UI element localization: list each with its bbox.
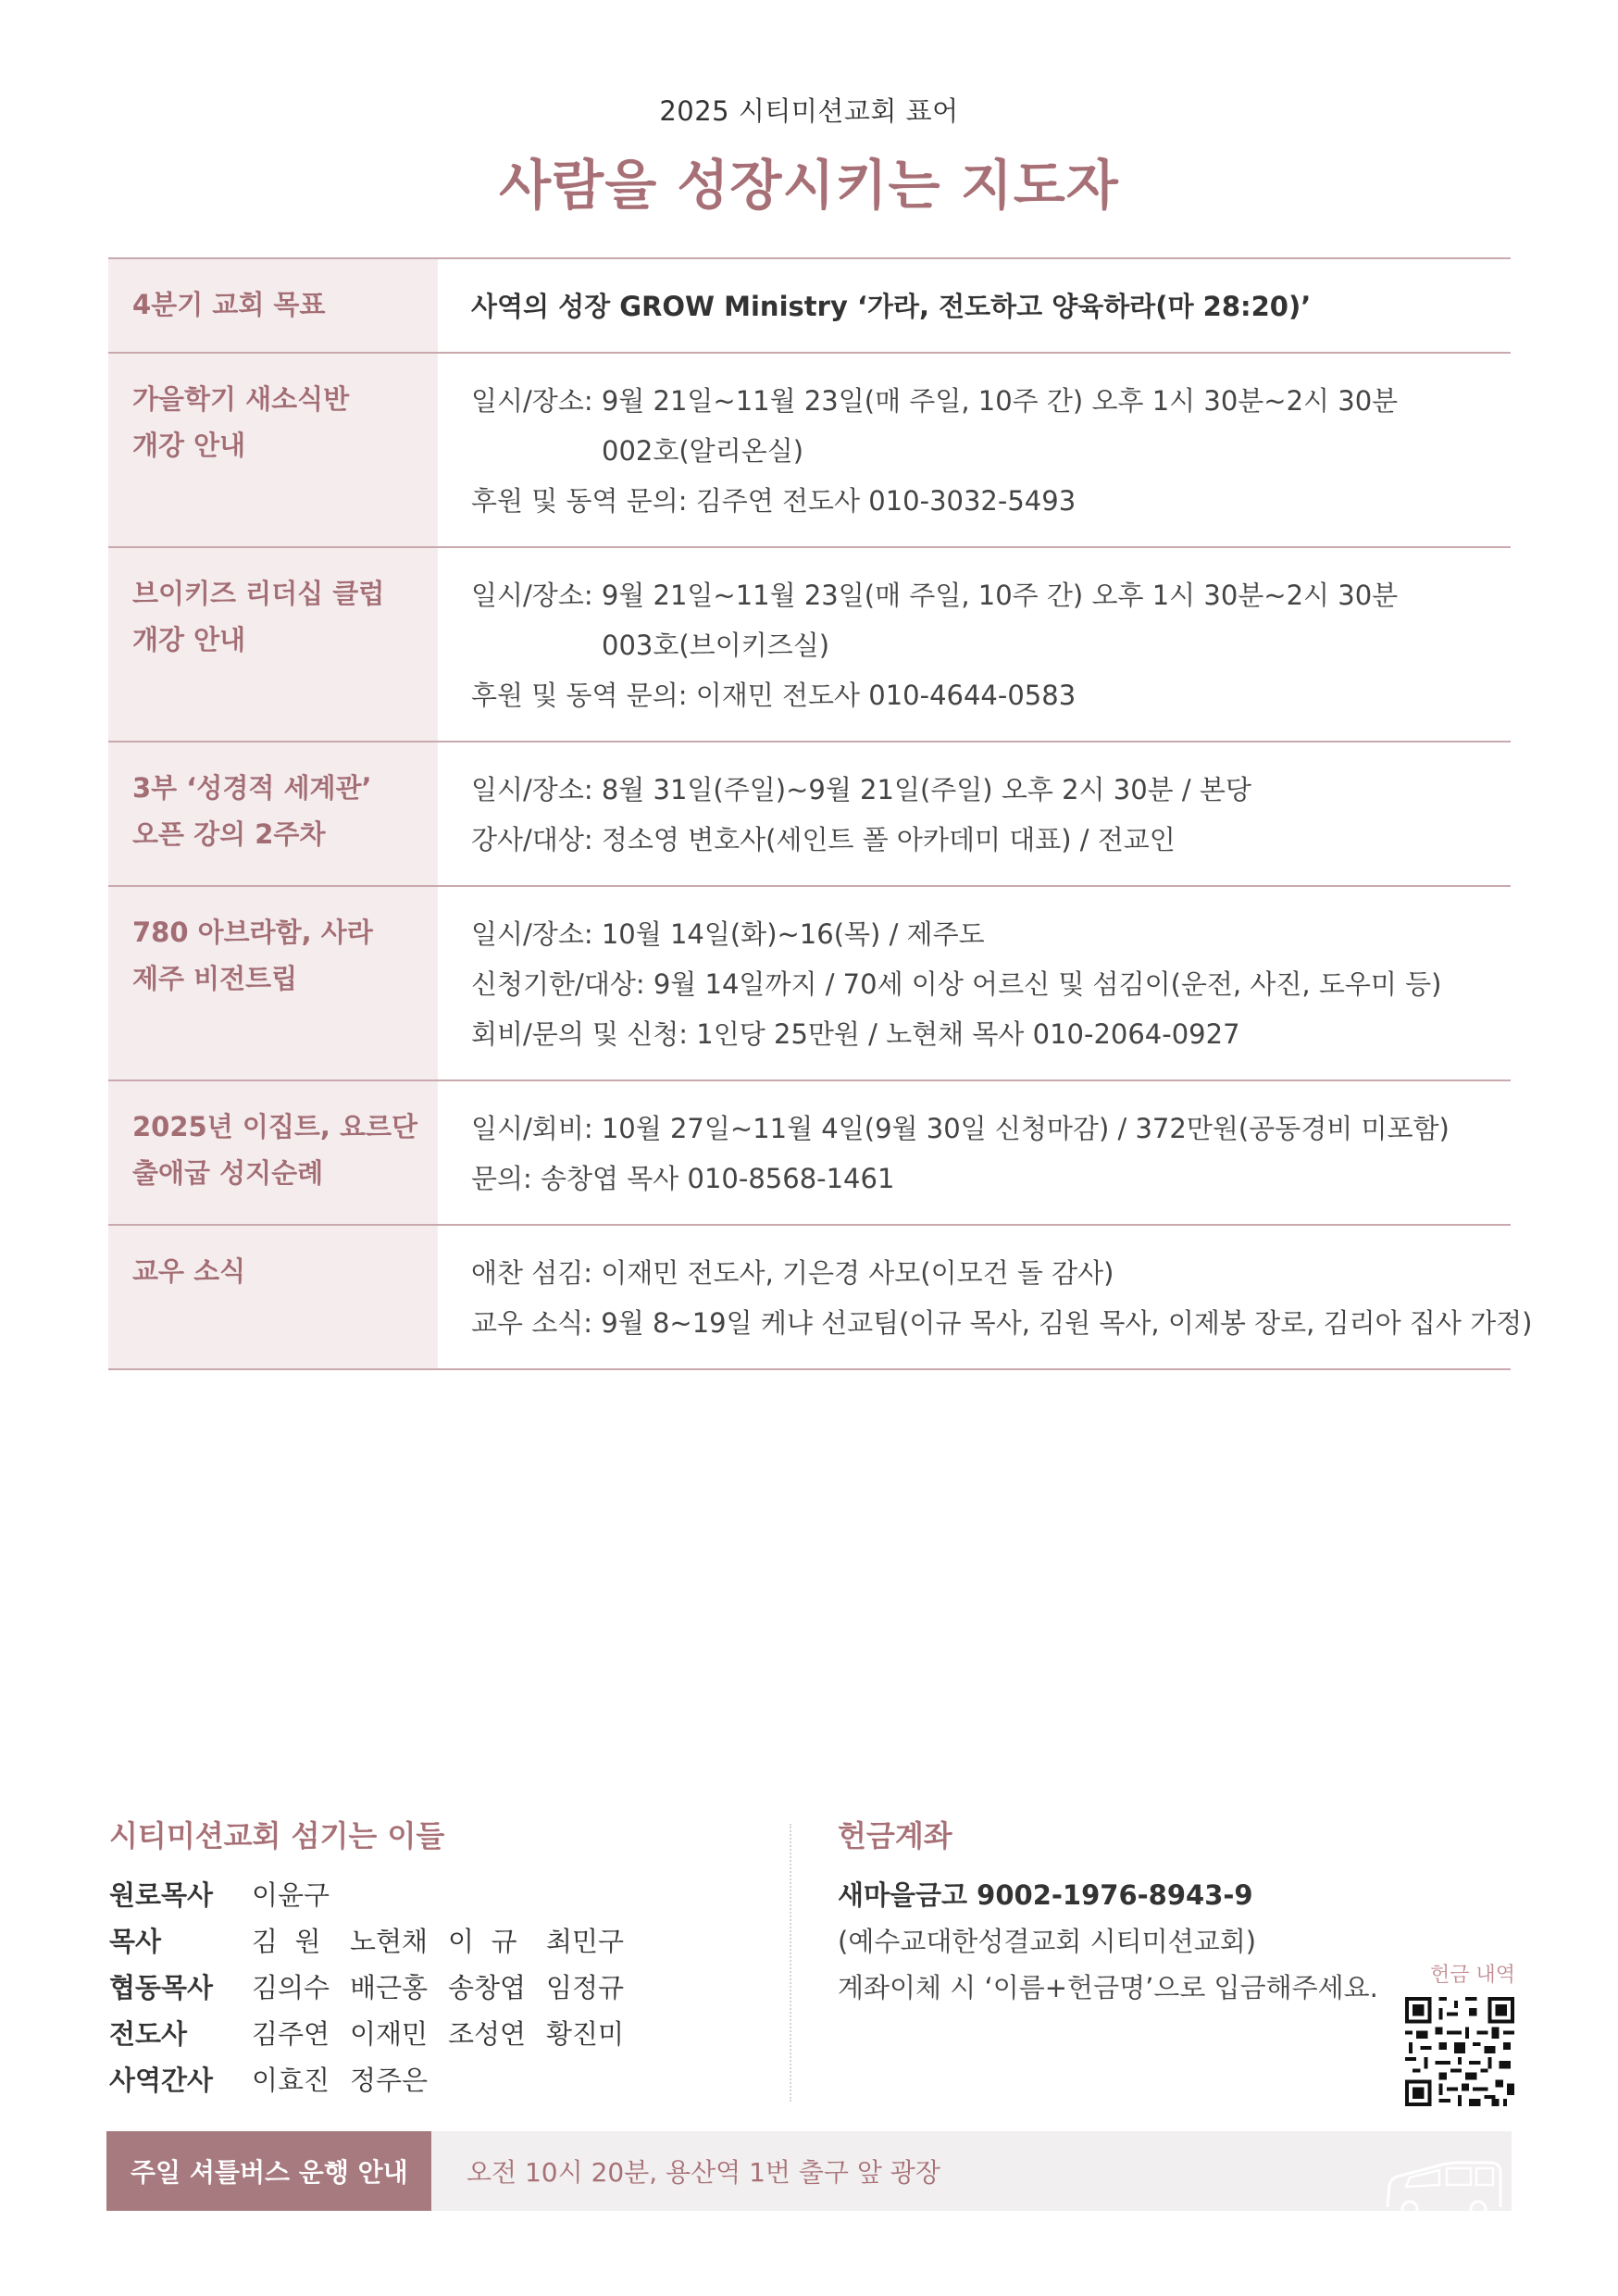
notice-row [108,548,1511,742]
staff-name: 임정규 [546,1972,625,2003]
notice-detail-line: 일시/장소: 9월 21일~11월 23일(매 주일, 10주 간) 오후 1시 30분~2시 30분 [471,385,1399,417]
notice-detail-line: 교우 소식: 9월 8~19일 케냐 선교팀(이규 목사, 김원 목사, 이제봉 장로, 김리아 집사 가정) [471,1307,1533,1339]
staff-names [252,1918,644,1965]
staff-role: 협동목사 [109,1972,214,2003]
staff-name: 김의수 [252,1972,330,2003]
notice-details [438,887,1511,1079]
transfer-note: 계좌이체 시 ‘이름+헌금명’으로 입금해주세요. [838,1972,1378,2003]
staff-list [109,1872,794,2103]
notice-title [108,548,438,741]
notice-detail-line: 후원 및 동역 문의: 김주연 전도사 010-3032-5493 [471,485,1077,517]
staff-role: 원로목사 [109,1879,214,1911]
notice-detail-line: 일시/회비: 10월 27일~11월 4일(9월 30일 신청마감) / 372만원(공동경비 미포함) [471,1113,1450,1144]
notice-title-line: 개강 안내 [132,624,246,655]
staff-names [252,1965,644,2011]
staff-section [109,1813,794,2103]
staff-role: 전도사 [109,2018,188,2050]
staff-name: 김 원 [252,1926,321,1957]
staff-names [252,1872,350,1918]
notice-title-line: 출애굽 성지순례 [132,1157,324,1189]
staff-title: 시티미션교회 섬기는 이들 [109,1818,445,1853]
notice-row [108,1081,1511,1226]
page-header [0,91,1618,219]
notice-title-line: 개강 안내 [132,430,246,461]
shuttle-info: 오전 10시 20분, 용산역 1번 출구 앞 광장 [467,2157,940,2188]
notice-title-line: 교우 소식 [132,1255,246,1287]
van-icon [1382,2157,1504,2215]
qr-code-icon[interactable] [1405,1997,1514,2106]
notice-detail-line: 일시/장소: 10월 14일(화)~16(목) / 제주도 [471,918,985,950]
staff-name: 정주은 [350,2065,429,2096]
staff-names [252,2011,644,2057]
staff-row [109,1965,794,2011]
notice-title [108,1081,438,1224]
staff-role: 목사 [109,1926,162,1957]
notice-detail-line: 후원 및 동역 문의: 이재민 전도사 010-4644-0583 [471,680,1077,711]
staff-row [109,2057,794,2103]
notice-detail-line: 애찬 섬김: 이재민 전도사, 기은경 사모(이모건 돌 감사) [471,1257,1114,1289]
staff-name: 이재민 [350,2018,429,2050]
notice-row [108,354,1511,548]
notice-details [438,1226,1532,1368]
staff-row [109,2011,794,2057]
notice-title [108,354,438,546]
motto-title: 사람을 성장시키는 지도자 [499,154,1119,217]
notice-title-line: 2025년 이집트, 요르단 [132,1111,418,1142]
notice-details [438,742,1511,885]
staff-name: 배근홍 [350,1972,429,2003]
notice-detail-line: 002호(알리온실) [602,435,804,467]
notice-detail-line: 일시/장소: 9월 21일~11월 23일(매 주일, 10주 간) 오후 1시 30분~2시 30분 [471,580,1399,611]
notice-detail-line: 회비/문의 및 신청: 1인당 25만원 / 노현채 목사 010-2064-0927 [471,1018,1240,1050]
motto-subtitle: 2025 시티미션교회 표어 [659,95,959,127]
notice-row [108,1226,1533,1370]
notice-detail-line: 일시/장소: 8월 31일(주일)~9월 21일(주일) 오후 2시 30분 / 본당 [471,774,1251,805]
notice-detail-line: 신청기한/대상: 9월 14일까지 / 70세 이상 어르신 및 섬김이(운전, 사진, 도우미 등) [471,968,1442,1000]
notice-details [438,548,1511,741]
shuttle-label: 주일 셔틀버스 운행 안내 [106,2131,431,2211]
staff-name: 최민구 [546,1926,625,1957]
section-divider [790,1824,792,2102]
account-holder: (예수교대한성결교회 시티미션교회) [838,1926,1257,1957]
account-title: 헌금계좌 [838,1818,952,1853]
qr-label: 헌금 내역 [1430,1964,1516,1987]
staff-name: 이 규 [448,1926,517,1957]
notice-row [108,742,1511,887]
staff-role: 사역간사 [109,2065,214,2096]
notice-detail-line: 문의: 송창엽 목사 010-8568-1461 [471,1163,895,1194]
notice-title [108,742,438,885]
staff-name: 조성연 [448,2018,527,2050]
staff-name: 송창엽 [448,1972,527,2003]
notice-details [438,259,1511,352]
staff-name: 노현채 [350,1926,429,1957]
notice-title-line: 브이키즈 리더십 클럽 [132,578,385,609]
notice-row [108,887,1511,1081]
notice-table [108,257,1533,1370]
offering-account-section [838,1813,1523,2011]
notice-title [108,887,438,1079]
notice-title [108,1226,438,1368]
notice-details [438,354,1511,546]
notice-title-line: 3부 ‘성경적 세계관’ [132,772,372,804]
notice-title-line: 780 아브라함, 사라 [132,917,373,948]
notice-title [108,259,438,352]
staff-name: 이효진 [252,2065,330,2096]
notice-detail-line: 사역의 성장 GROW Ministry ‘가라, 전도하고 양육하라(마 28:20)’ [471,291,1312,322]
staff-name: 김주연 [252,2018,330,2050]
staff-names [252,2057,448,2103]
notice-row [108,259,1511,354]
notice-title-line: 4분기 교회 목표 [132,289,326,320]
staff-row [109,1872,794,1918]
notice-title-line: 제주 비전트립 [132,963,298,994]
bank-account: 새마을금고 9002-1976-8943-9 [838,1879,1253,1911]
notice-title-line: 가을학기 새소식반 [132,383,350,415]
notice-detail-line: 003호(브이키즈실) [602,630,830,661]
notice-details [438,1081,1511,1224]
staff-row [109,1918,794,1965]
notice-title-line: 오픈 강의 2주차 [132,818,326,850]
staff-name: 이윤구 [252,1879,330,1911]
staff-name: 황진미 [546,2018,625,2050]
notice-detail-line: 강사/대상: 정소영 변호사(세인트 폴 아카데미 대표) / 전교인 [471,824,1176,855]
shuttle-bus-banner [106,2131,1512,2211]
